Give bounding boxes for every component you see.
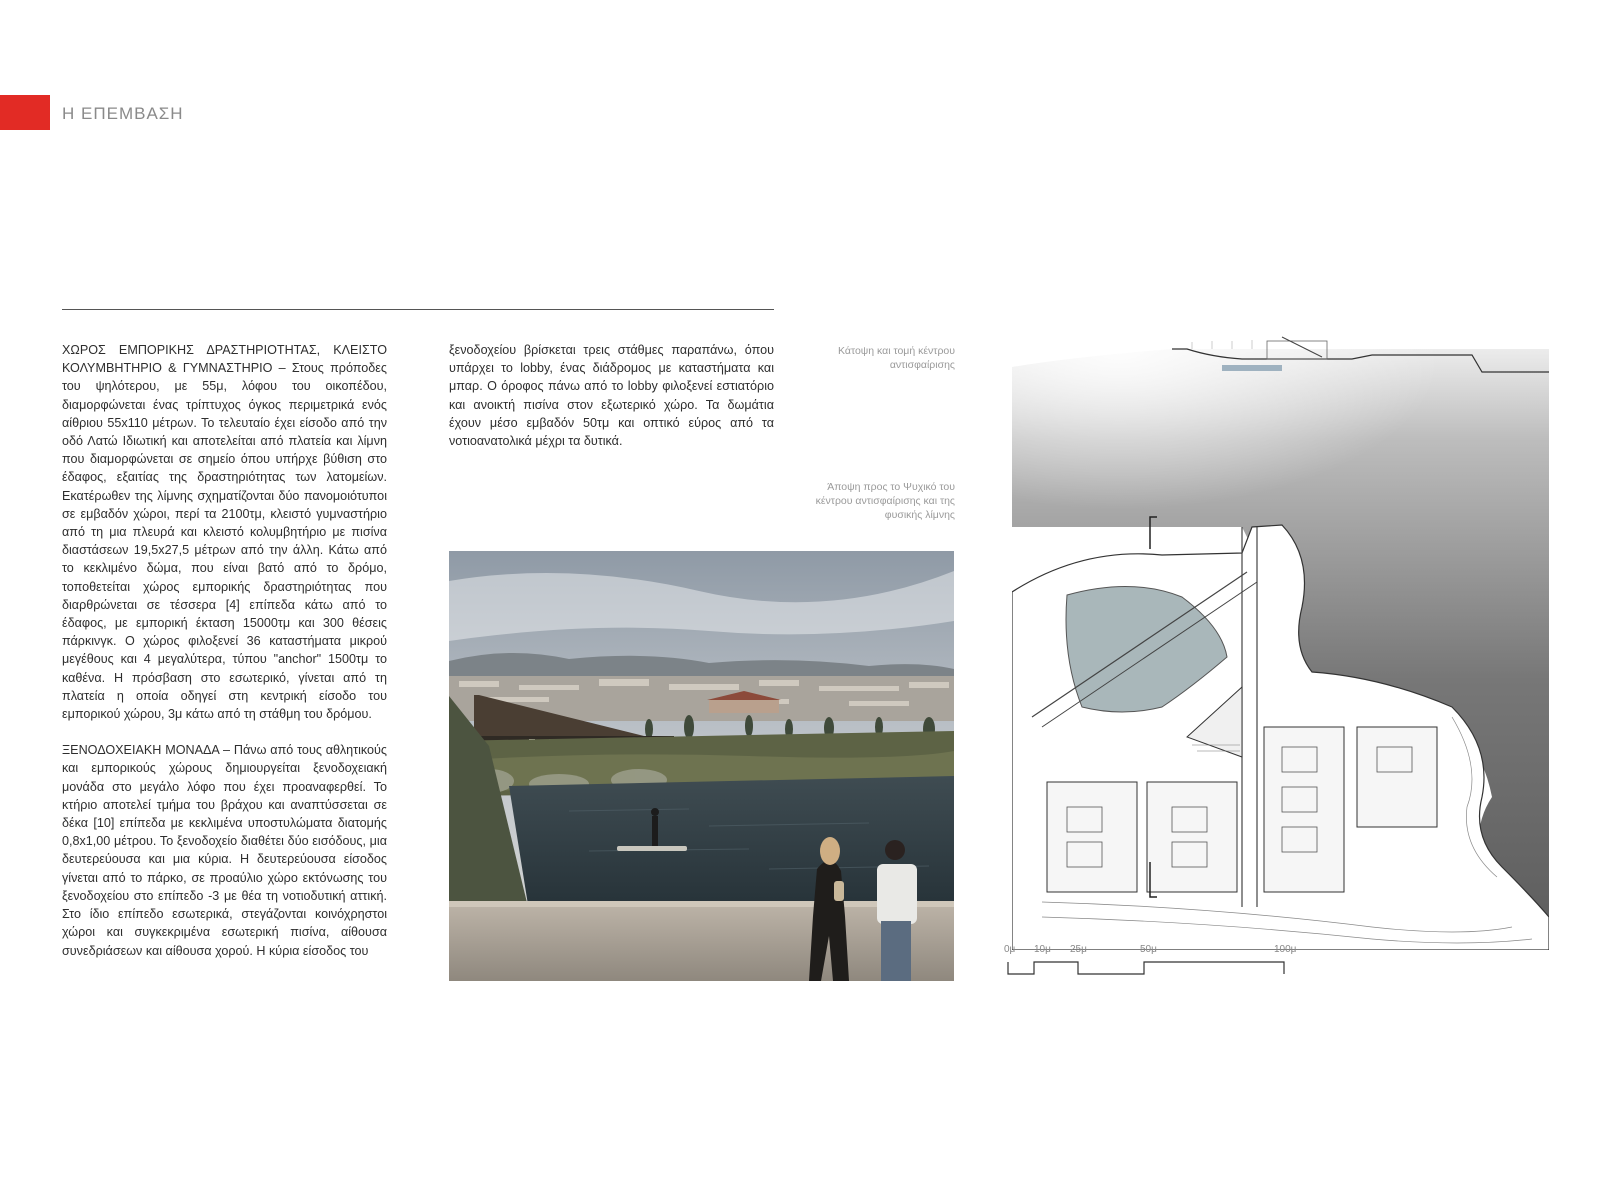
render-caption: Άποψη προς το Ψυχικό του κέντρου αντισφαίρισης και της φυσικής λίμνης	[815, 481, 955, 521]
section-accent-block	[0, 95, 50, 130]
scale-label-100: 100μ	[1274, 944, 1297, 955]
scale-bar-graphic	[1004, 960, 1304, 980]
lake-render-image	[449, 551, 954, 981]
text-column-middle	[449, 341, 774, 468]
site-plan-drawing	[1012, 327, 1549, 950]
scale-label-0: 0μ	[1004, 944, 1016, 955]
text-column-left	[62, 341, 387, 978]
scale-bar	[1004, 944, 1304, 984]
scale-label-10: 10μ	[1034, 944, 1051, 955]
paragraph-hotel-continued: ξενοδοχείου βρίσκεται τρεις στάθμες παραπάνω, όπου υπάρχει το lobby, ένας διάδρομος με καταστήματα και μπαρ. Ο όροφος πάνω από το lobby φιλοξενεί εστιατόριο και ανοικτή πισίνα στον εξωτερικό χώρο. Τα δωμάτια έχουν μέσο εμβαδόν 50τμ και οπτικό εύρος από τα νοτιοανατολικά μέχρι τα δυτικά.	[449, 343, 774, 449]
scale-label-25: 25μ	[1070, 944, 1087, 955]
paragraph-commercial-sports: ΧΩΡΟΣ ΕΜΠΟΡΙΚΗΣ ΔΡΑΣΤΗΡΙΟΤΗΤΑΣ, ΚΛΕΙΣΤΟ ΚΟΛΥΜΒΗΤΗΡΙΟ & ΓΥΜΝΑΣΤΗΡΙΟ – Στους πρόποδες του ψηλότερου, με 55μ, λόφου του οικοπέδου, διαμορφώνεται ένας τρίπτυχος όγκος περιμετρικά ενός αίθριου 55x110 μέτρων. Το τελευταίο έχει είσοδο από την οδό Λατώ Ιδιωτική και αποτελείται από πλατεία και λίμνη που διαμορφώνεται σε σημείο όπου υπήρχε βύθιση στο έδαφος, εξαιτίας της δραστηριότητας των λατομείων. Εκατέρωθεν της λίμνης σχηματίζονται δύο πανομοιότυποι σε εμβαδόν χώροι, περί τα 2100τμ, κλειστό γυμναστήριο από τη μια πλευρά και κλειστό κολυμβητήριο με πισίνα διαστάσεων 19,5x27,5 μέτρων από την άλλη. Κάτω από το κεκλιμένο δώμα, που είναι βατό από το δρόμο, τοποθετείται χώρος εμπορικής δραστηριότητας που διαρθρώνεται σε τέσσερα [4] επίπεδα κάτω από το έδαφος, με εμπορική έκταση 15000τμ και 300 θέσεις πάρκινγκ. Ο χώρος φιλοξενεί 36 καταστήματα μικρού μεγέθους και 4 μεγαλύτερα, τύπου "anchor" 1500τμ το καθένα. Η πρόσβαση στο εσωτερικό, γίνεται από τη πλατεία η οποία οδηγεί στη κεντρική είσοδο του εμπορικού χώρου, 3μ κάτω από τη στάθμη του δρόμου.	[62, 343, 387, 722]
scale-label-50: 50μ	[1140, 944, 1157, 955]
plan-caption: Κάτοψη και τομή κέντρου αντισφαίρισης	[838, 345, 955, 371]
horizontal-divider	[62, 309, 774, 310]
paragraph-hotel: ΞΕΝΟΔΟΧΕΙΑΚΗ ΜΟΝΑΔΑ – Πάνω από τους αθλητικούς και εμπορικούς χώρους δημιουργείται ξενοδοχειακή μονάδα στο μεγάλο λόφο που έχει προαναφερθεί. Το κτήριο αποτελεί τμήμα του βράχου και αναπτύσσεται σε δέκα [10] επίπεδα με κεκλιμένα υποστυλώματα διατομής 0,8x1,00 μέτρου. Το ξενοδοχείο διαθέτει δύο εισόδους, μια δευτερεύουσα και μια κύρια. Η δευτερεύουσα είσοδος γίνεται από το πάρκο, σε προαύλιο χώρο εκτόνωσης του ξενοδοχείου στο επίπεδο -3 με θέα τη νοτιοδυτική αττική. Στο ίδιο επίπεδο εσωτερικά, στεγάζονται κοινόχρηστοι χώροι και συγκεκριμένα εσωτερική πισίνα, αίθουσα συνεδριάσεων και αίθουσα χορού. Η κύρια είσοδος του	[62, 743, 387, 958]
section-title: Η ΕΠΕΜΒΑΣΗ	[62, 104, 184, 123]
